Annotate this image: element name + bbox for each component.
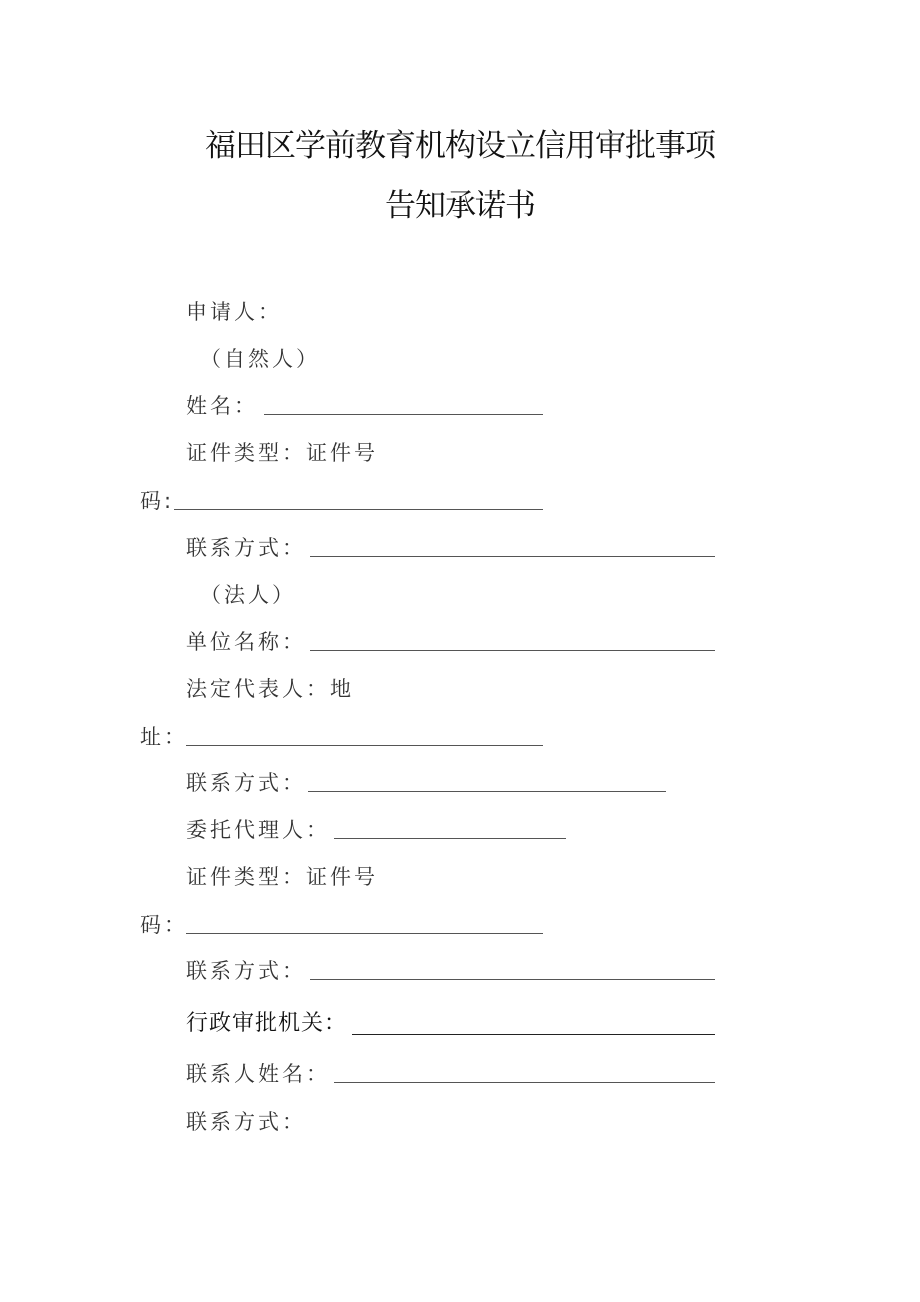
natural-person-heading: （自然人） [200, 347, 320, 371]
contact-person-label: 联系人姓名： [186, 1062, 330, 1086]
address-field-line[interactable] [186, 745, 543, 746]
id-type-label-2: 证件类型：证件号 [186, 865, 378, 889]
agent-field-line[interactable] [334, 838, 566, 839]
authority-field-line[interactable] [352, 1034, 715, 1035]
document-title-line-2: 告知承诺书 [385, 188, 535, 224]
authority-label: 行政审批机关： [186, 1011, 348, 1036]
contact-label-3: 联系方式： [186, 959, 306, 983]
document-title-line-1: 福田区学前教育机构设立信用审批事项 [205, 128, 715, 164]
name-field-line[interactable] [264, 414, 543, 415]
legal-person-heading: （法人） [200, 583, 296, 607]
address-tail: 址： [140, 725, 188, 749]
id-number-tail-2: 码： [140, 913, 188, 937]
contact-label-1: 联系方式： [186, 536, 306, 560]
id-number-field-line-1[interactable] [174, 509, 543, 510]
applicant-label: 申请人： [186, 300, 282, 324]
legal-rep-label: 法定代表人：地 [186, 677, 354, 701]
contact-label-2: 联系方式： [186, 771, 306, 795]
contact-person-field-line[interactable] [334, 1082, 715, 1083]
contact-label-4: 联系方式： [186, 1110, 306, 1134]
id-type-label-1: 证件类型：证件号 [186, 441, 378, 465]
org-name-label: 单位名称： [186, 630, 306, 654]
id-number-field-line-2[interactable] [186, 933, 543, 934]
contact-field-line-1[interactable] [310, 556, 715, 557]
contact-field-line-3[interactable] [310, 979, 715, 980]
agent-label: 委托代理人： [186, 818, 330, 842]
contact-field-line-2[interactable] [308, 791, 666, 792]
id-number-tail-1: 码: [140, 489, 175, 513]
org-name-field-line[interactable] [310, 650, 715, 651]
name-label: 姓名： [186, 394, 258, 418]
